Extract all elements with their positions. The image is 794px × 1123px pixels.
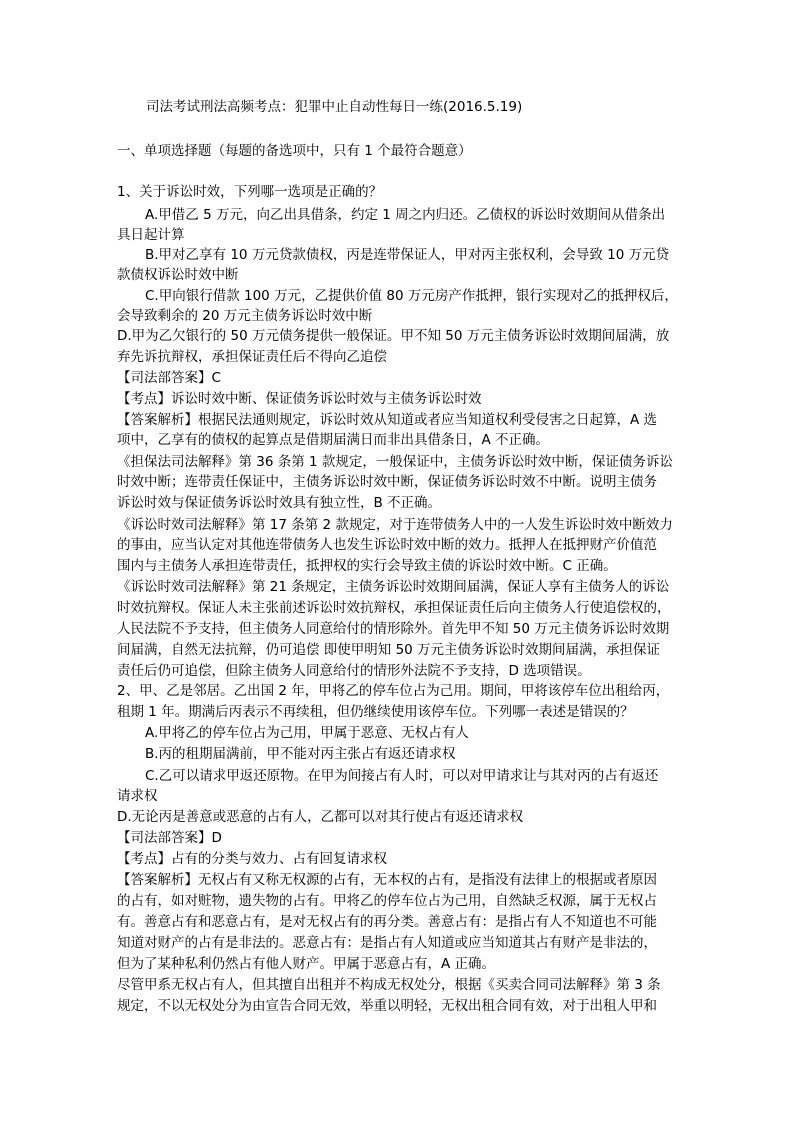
explanation-line: 【答案解析】根据民法通则规定，诉讼时效从知道或者应当知道权利受侵害之日起算，A 选 (117, 412, 658, 428)
question-1-stem: 1、关于诉讼时效，下列哪一选项是正确的？ (117, 184, 383, 200)
topic-line: 【考点】占有的分类与效力、占有回复请求权 (117, 851, 387, 867)
document-title: 司法考试刑法高频考点：犯罪中止自动性每日一练(2016.5.19) (146, 99, 523, 115)
option-line: 会导致剩余的 20 万元主债务诉讼时效中断 (117, 308, 373, 324)
explanation-line: 时效中断；连带责任保证中，主债务诉讼时效中断，保证债务诉讼时效不中断。说明主债务 (117, 474, 657, 490)
explanation-line: 尽管甲系无权占有人，但其擅自出租并不构成无权处分，根据《买卖合同司法解释》第 3 条 (117, 977, 661, 993)
explanation-line: 责任后仍可追偿，但除主债务人同意给付的情形外法院不予支持，D 选项错误。 (117, 663, 591, 679)
option-line: A.甲借乙 5 万元，向乙出具借条，约定 1 周之内归还。乙债权的诉讼时效期间从借条出 (145, 207, 666, 223)
explanation-line: 【答案解析】无权占有又称无权源的占有，无本权的占有，是指没有法律上的根据或者原因 (117, 872, 657, 888)
explanation-line: 项中，乙享有的债权的起算点是借期届满日而非出具借条日，A 不正确。 (117, 432, 550, 448)
question-2-stem: 租期 1 年。期满后丙表示不再续租，但仍继续使用该停车位。下列哪一表述是错误的？ (117, 704, 634, 720)
option-line: C.乙可以请求甲返还原物。在甲为间接占有人时，可以对甲请求让与其对丙的占有返还 (145, 768, 659, 784)
option-line: C.甲向银行借款 100 万元，乙提供价值 80 万元房产作抵押，银行实现对乙的抵押权后， (145, 288, 678, 304)
explanation-line: 时效抗辩权。保证人未主张前述诉讼时效抗辩权，承担保证责任后向主债务人行使追偿权的， (117, 600, 671, 616)
explanation-line: 诉讼时效与保证债务诉讼时效具有独立性，B 不正确。 (117, 495, 442, 511)
explanation-line: 的占有，如对赃物，遗失物的占有。甲将乙的停车位占为己用，自然缺乏权源，属于无权占 (117, 893, 657, 909)
explanation-line: 间届满，自然无法抗辩，仍可追偿 即使甲明知 50 万元主债务诉讼时效期间届满，承担保证 (117, 642, 661, 658)
option-line: 具日起计算 (117, 227, 185, 243)
option-line: B.甲对乙享有 10 万元贷款债权，丙是连带保证人，甲对丙主张权利，会导致 10 万元贷 (145, 247, 670, 263)
explanation-line: 围内与主债务人承担连带责任，抵押权的实行会导致主债的诉讼时效中断。C 正确。 (117, 558, 617, 574)
question-2-stem: 2、甲、乙是邻居。乙出国 2 年，甲将乙的停车位占为己用。期间，甲将该停车位出租给丙， (117, 683, 670, 699)
explanation-line: 知道对财产的占有是非法的。恶意占有：是指占有人知道或应当知道其占有财产是非法的， (117, 935, 657, 951)
topic-line: 【考点】诉讼时效中断、保证债务诉讼时效与主债务诉讼时效 (117, 391, 482, 407)
option-line: 请求权 (117, 788, 158, 804)
explanation-line: 的事由，应当认定对其他连带债务人也发生诉讼时效中断的效力。抵押人在抵押财产价值范 (117, 537, 657, 553)
option-line: B.丙的租期届满前，甲不能对丙主张占有返还请求权 (145, 746, 456, 762)
explanation-line: 《诉讼时效司法解释》第 17 条第 2 款规定，对于连带债务人中的一人发生诉讼时效中断效力 (117, 517, 673, 533)
explanation-line: 人民法院不予支持，但主债务人同意给付的情形除外。首先甲不知 50 万元主债务诉讼时效期 (117, 621, 670, 637)
option-line: 弃先诉抗辩权，承担保证责任后不得向乙追偿 (117, 349, 387, 365)
answer-line: 【司法部答案】C (117, 370, 221, 386)
explanation-line: 《担保法司法解释》第 36 条第 1 款规定，一般保证中，主债务诉讼时效中断，保证债务诉讼 (117, 454, 673, 470)
section-heading: 一、单项选择题（每题的备选项中，只有 1 个最符合题意） (117, 143, 472, 159)
explanation-line: 有。善意占有和恶意占有，是对无权占有的再分类。善意占有：是指占有人不知道也不可能 (117, 914, 657, 930)
explanation-line: 规定，不以无权处分为由宣告合同无效，举重以明轻，无权出租合同有效，对于出租人甲和 (117, 998, 657, 1014)
explanation-line: 但为了某种私利仍然占有他人财产。甲属于恶意占有，A 正确。 (117, 956, 496, 972)
option-line: D.甲为乙欠银行的 50 万元债务提供一般保证。甲不知 50 万元主债务诉讼时效期间届满，放 (117, 328, 670, 344)
option-line: D.无论丙是善意或恶意的占有人，乙都可以对其行使占有返还请求权 (117, 809, 524, 825)
option-line: 款债权诉讼时效中断 (117, 267, 239, 283)
answer-line: 【司法部答案】D (117, 830, 222, 846)
option-line: A.甲将乙的停车位占为己用，甲属于恶意、无权占有人 (145, 725, 469, 741)
explanation-line: 《诉讼时效司法解释》第 21 条规定，主债务诉讼时效期间届满，保证人享有主债务人的诉讼 (117, 579, 670, 595)
